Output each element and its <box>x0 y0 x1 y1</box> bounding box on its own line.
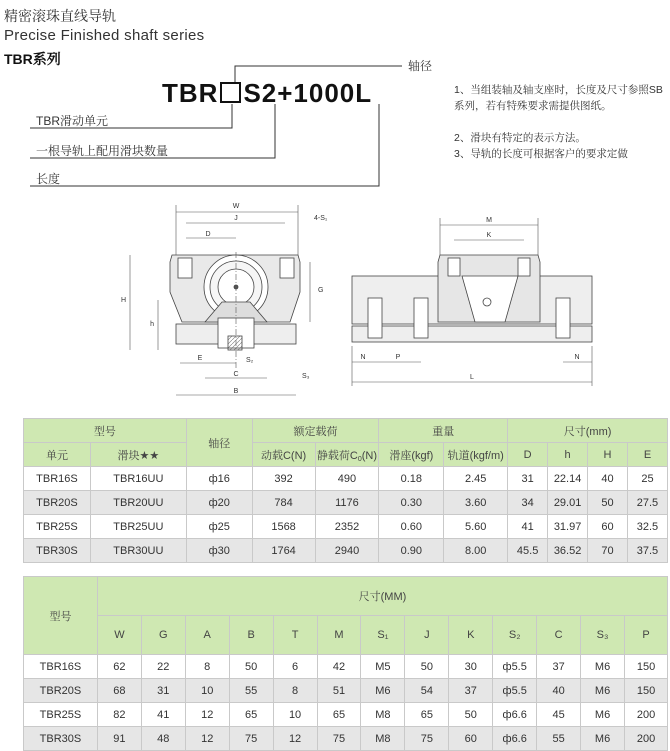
t1-cell-seat: 0.18 <box>379 467 444 491</box>
t2-cell-A: 12 <box>185 703 229 727</box>
t2-col-head: J <box>405 616 449 655</box>
t2-cell-M: 42 <box>317 655 361 679</box>
t1-cell-block: TBR30UU <box>90 539 186 563</box>
t1-cell-block: TBR16UU <box>90 467 186 491</box>
model-code-prefix: TBR <box>162 78 219 108</box>
t2-cell-A: 10 <box>185 679 229 703</box>
t2-col-head: P <box>625 616 668 655</box>
t1-head-h: h <box>548 443 588 467</box>
t2-cell-P: 200 <box>625 703 668 727</box>
t2-cell-W: 68 <box>97 679 141 703</box>
dim-h: h <box>150 321 154 328</box>
t2-head-model: 型号 <box>24 577 98 655</box>
t2-cell-S3: M6 <box>581 679 625 703</box>
t2-cell-T: 12 <box>273 727 317 751</box>
t1-cell-shaft: ф25 <box>186 515 252 539</box>
dim-W: W <box>232 203 240 210</box>
t2-cell-J: 54 <box>405 679 449 703</box>
t1-cell-block: TBR25UU <box>90 515 186 539</box>
t1-head-dim: 尺寸(mm) <box>508 419 668 443</box>
t1-cell-unit: TBR30S <box>24 539 91 563</box>
t2-cell-T: 6 <box>273 655 317 679</box>
t2-cell-S1: M8 <box>361 727 405 751</box>
t1-cell-unit: TBR20S <box>24 491 91 515</box>
t1-cell-shaft: ф16 <box>186 467 252 491</box>
t1-cell-seat: 0.90 <box>379 539 444 563</box>
t2-column-heads <box>24 616 668 655</box>
t1-cell-h: 29.01 <box>548 491 588 515</box>
label-shaft: 轴径 <box>408 59 433 73</box>
t2-body <box>24 655 668 751</box>
t1-body <box>24 467 668 563</box>
dim-S1-front: 4-S₁ <box>314 215 328 222</box>
t2-cell-model: TBR16S <box>24 655 98 679</box>
table-row <box>24 491 668 515</box>
t2-col-head: B <box>229 616 273 655</box>
t2-cell-model: TBR30S <box>24 727 98 751</box>
t2-cell-P: 150 <box>625 679 668 703</box>
t1-cell-E: 37.5 <box>627 539 667 563</box>
t2-col-head: A <box>185 616 229 655</box>
t2-cell-S3: M6 <box>581 655 625 679</box>
dim-P: P <box>395 354 401 361</box>
note-2: 2、滑块有特定的表示方法。 <box>454 132 586 144</box>
dim-D: D <box>205 231 211 238</box>
t2-cell-A: 12 <box>185 727 229 751</box>
table-row <box>24 655 668 679</box>
t2-cell-model: TBR20S <box>24 679 98 703</box>
t1-cell-stat: 1176 <box>315 491 379 515</box>
dim-C: C <box>233 371 239 378</box>
t1-head-static-post: (N) <box>361 449 378 462</box>
t1-head-static-pre: 静载荷C <box>316 449 358 462</box>
spec-table-load <box>23 418 668 563</box>
t2-cell-J: 50 <box>405 655 449 679</box>
t2-cell-B: 50 <box>229 655 273 679</box>
t2-cell-P: 200 <box>625 727 668 751</box>
t1-cell-H: 60 <box>588 515 628 539</box>
t1-cell-seat: 0.30 <box>379 491 444 515</box>
dim-M: M <box>486 217 492 224</box>
dim-J: J <box>234 215 238 222</box>
t2-cell-C: 40 <box>537 679 581 703</box>
t2-cell-S1: M6 <box>361 679 405 703</box>
t1-head-unit: 单元 <box>24 443 91 467</box>
note-3: 3、导轨的长度可根据客户的要求定做 <box>454 148 628 160</box>
t2-cell-S2: ф5.5 <box>493 679 537 703</box>
t1-cell-dyn: 392 <box>252 467 315 491</box>
label-qty: 一根导轨上配用滑块数量 <box>36 144 169 158</box>
t1-cell-E: 27.5 <box>627 491 667 515</box>
t2-col-head: C <box>537 616 581 655</box>
dim-N: N <box>360 354 366 361</box>
t1-head-E: E <box>627 443 667 467</box>
label-unit: TBR滑动单元 <box>36 114 109 128</box>
t2-cell-G: 31 <box>141 679 185 703</box>
title-cn: 精密滚珠直线导轨 <box>4 8 116 24</box>
table-row <box>24 467 668 491</box>
t1-cell-D: 31 <box>508 467 548 491</box>
t2-cell-C: 45 <box>537 703 581 727</box>
t1-cell-unit: TBR25S <box>24 515 91 539</box>
t1-head-block: 滑块★★ <box>90 443 186 467</box>
t2-cell-W: 82 <box>97 703 141 727</box>
t2-cell-J: 75 <box>405 727 449 751</box>
t2-cell-K: 30 <box>449 655 493 679</box>
t1-head-shaft: 轴径 <box>186 419 252 467</box>
t2-cell-W: 62 <box>97 655 141 679</box>
t1-head-dynamic: 动载C(N) <box>252 443 315 467</box>
t2-cell-S1: M8 <box>361 703 405 727</box>
t1-cell-E: 32.5 <box>627 515 667 539</box>
side-view <box>352 255 592 342</box>
t1-cell-dyn: 1568 <box>252 515 315 539</box>
t2-cell-S3: M6 <box>581 703 625 727</box>
t2-cell-model: TBR25S <box>24 703 98 727</box>
label-length: 长度 <box>36 172 61 186</box>
t1-cell-E: 25 <box>627 467 667 491</box>
t2-cell-C: 55 <box>537 727 581 751</box>
dim-S3: S₃ <box>302 373 310 380</box>
dim-N2: N <box>574 354 580 361</box>
t2-cell-G: 41 <box>141 703 185 727</box>
t1-cell-stat: 2940 <box>315 539 379 563</box>
dim-K: K <box>486 232 492 239</box>
table-row <box>24 727 668 751</box>
t2-col-head: K <box>449 616 493 655</box>
t1-head-weight: 重量 <box>379 419 508 443</box>
t1-cell-shaft: ф20 <box>186 491 252 515</box>
title-en: Precise Finished shaft series <box>4 27 205 44</box>
t1-cell-rail: 5.60 <box>444 515 508 539</box>
t1-head-model: 型号 <box>24 419 187 443</box>
t2-cell-S3: M6 <box>581 727 625 751</box>
t1-cell-D: 34 <box>508 491 548 515</box>
t1-head-seat: 滑座(kgf) <box>379 443 444 467</box>
t2-cell-S1: M5 <box>361 655 405 679</box>
table-row <box>24 515 668 539</box>
t2-cell-B: 75 <box>229 727 273 751</box>
t1-cell-h: 31.97 <box>548 515 588 539</box>
spec-table-dimensions <box>23 576 668 751</box>
dim-L: L <box>470 374 474 381</box>
t1-cell-seat: 0.60 <box>379 515 444 539</box>
t1-cell-H: 50 <box>588 491 628 515</box>
note-1: 1、当组装轴及轴支座时，长度及尺寸参照SB系列，若有特殊要求需提供图纸。 <box>454 84 663 112</box>
t1-cell-dyn: 1764 <box>252 539 315 563</box>
t2-cell-B: 65 <box>229 703 273 727</box>
t2-cell-M: 51 <box>317 679 361 703</box>
t2-col-head: T <box>273 616 317 655</box>
front-view <box>170 255 300 350</box>
t1-head-H: H <box>588 443 628 467</box>
t2-cell-P: 150 <box>625 655 668 679</box>
t2-cell-K: 37 <box>449 679 493 703</box>
t1-head-static-sub: 0 <box>357 455 362 463</box>
t1-head-load: 额定载荷 <box>252 419 379 443</box>
t1-cell-H: 40 <box>588 467 628 491</box>
t1-cell-D: 45.5 <box>508 539 548 563</box>
t2-cell-A: 8 <box>185 655 229 679</box>
t2-cell-T: 10 <box>273 703 317 727</box>
t2-cell-G: 48 <box>141 727 185 751</box>
t2-head-dim: 尺寸(MM) <box>97 577 667 616</box>
t2-cell-M: 65 <box>317 703 361 727</box>
t2-cell-C: 37 <box>537 655 581 679</box>
t2-col-head: M <box>317 616 361 655</box>
t2-col-head: S₂ <box>493 616 537 655</box>
t2-cell-G: 22 <box>141 655 185 679</box>
t2-cell-K: 60 <box>449 727 493 751</box>
t2-cell-B: 55 <box>229 679 273 703</box>
table-row <box>24 539 668 563</box>
table-row <box>24 679 668 703</box>
t2-cell-J: 65 <box>405 703 449 727</box>
t1-cell-block: TBR20UU <box>90 491 186 515</box>
t1-head-static <box>315 443 379 467</box>
dim-S2: S₂ <box>246 357 254 364</box>
t1-head-D: D <box>508 443 548 467</box>
t2-col-head: S₃ <box>581 616 625 655</box>
t2-col-head: W <box>97 616 141 655</box>
dim-E: E <box>197 355 203 362</box>
t2-cell-W: 91 <box>97 727 141 751</box>
t1-cell-h: 36.52 <box>548 539 588 563</box>
t1-cell-dyn: 784 <box>252 491 315 515</box>
t1-cell-rail: 8.00 <box>444 539 508 563</box>
t1-cell-stat: 2352 <box>315 515 379 539</box>
t2-cell-M: 75 <box>317 727 361 751</box>
t1-cell-h: 22.14 <box>548 467 588 491</box>
t2-cell-S2: ф6.6 <box>493 703 537 727</box>
model-code-suffix: S2+1000L <box>243 78 373 108</box>
t2-cell-T: 8 <box>273 679 317 703</box>
table-row <box>24 703 668 727</box>
t1-cell-H: 70 <box>588 539 628 563</box>
t1-cell-unit: TBR16S <box>24 467 91 491</box>
dim-G: G <box>318 287 324 294</box>
series-title: TBR系列 <box>4 51 61 67</box>
t1-cell-rail: 2.45 <box>444 467 508 491</box>
dim-H: H <box>120 297 126 304</box>
t1-cell-rail: 3.60 <box>444 491 508 515</box>
t2-col-head: G <box>141 616 185 655</box>
t2-cell-S2: ф6.6 <box>493 727 537 751</box>
t1-cell-stat: 490 <box>315 467 379 491</box>
t1-cell-shaft: ф30 <box>186 539 252 563</box>
dim-B: B <box>233 388 239 395</box>
t2-col-head: S₁ <box>361 616 405 655</box>
t2-cell-K: 50 <box>449 703 493 727</box>
t1-head-rail: 轨道(kgf/m) <box>444 443 508 467</box>
t2-cell-S2: ф5.5 <box>493 655 537 679</box>
t1-cell-D: 41 <box>508 515 548 539</box>
